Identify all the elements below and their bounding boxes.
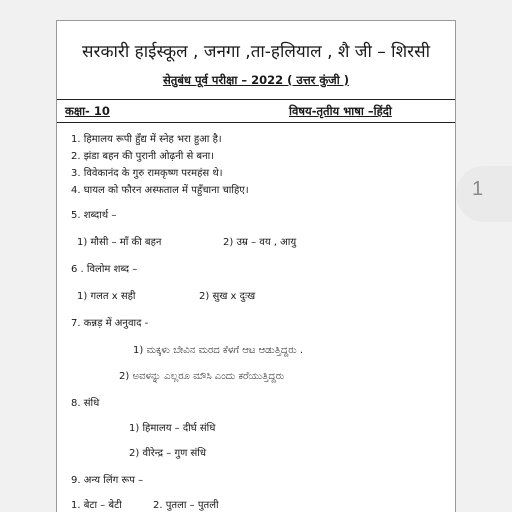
question-title: 9. अन्य लिंग रूप – <box>71 475 144 486</box>
class-label: कक्षा- 10 <box>65 104 110 118</box>
answer-item: 1) हिमालय – दीर्घ संधि <box>129 423 216 434</box>
answer-item: 1) गलत x सही <box>77 291 136 302</box>
question-title: 5. शब्दार्थ – <box>71 210 117 221</box>
answer-item: 2) उम्र – वय , आयु <box>223 237 297 248</box>
question-title: 8. संधि <box>71 398 100 409</box>
answer-item: 2. पुतला – पुतली <box>153 500 219 511</box>
list-item: 4. घायल को फौरन अस्फताल में पहुँचाना चाहिए। <box>71 185 249 196</box>
page-number: 1 <box>472 178 484 200</box>
answer-item: 1) मौसी – माँ की बहन <box>77 237 162 248</box>
exam-title: सेतुबंध पूर्व परीक्षा – 2022 ( उत्तर कुंजी ) <box>163 73 349 87</box>
answer-item: 1. बेटा – बेटी <box>71 500 122 511</box>
answer-item: 1) ಮಕ್ಕಳು ಬೇವಿನ ಮರದ ಕೆಳಗೆ ಆಟ ಆಡುತ್ತಿದ್ದರು . <box>133 345 304 356</box>
header-divider-bottom <box>57 122 455 123</box>
list-item: 3. विवेकानंद के गुरु रामकृष्ण परमहंस थे। <box>71 168 223 179</box>
question-title: 7. कन्नड़ में अनुवाद - <box>71 318 149 329</box>
list-item: 1. हिमालय रूपी हुँद्य में स्नेह भरा हुआ है। <box>71 134 222 145</box>
answer-item: 2) सुख x दुःख <box>199 291 256 302</box>
answer-item: 2) वीरेन्द्र – गुण संधि <box>129 448 206 459</box>
question-title: 6 . विलोम शब्द – <box>71 264 138 275</box>
page-indicator[interactable] <box>456 166 512 222</box>
subject-label: विषय-तृतीय भाषा –हिंदी <box>289 104 392 118</box>
answer-item: 2) ಅವಳನ್ನು ಎಲ್ಲರೂ ಮೌಸಿ ಎಂದು ಕರೆಯುತ್ತಿದ್ದರು <box>119 371 285 382</box>
header-divider-top <box>57 99 455 100</box>
school-title: सरकारी हाईस्कूल , जनगा ,ता-हलियाल , शै जी – शिरसी <box>82 42 430 62</box>
list-item: 2. झंडा बहन की पुरानी ओढ़नी से बना। <box>71 151 215 162</box>
answer-key-page <box>56 20 456 512</box>
